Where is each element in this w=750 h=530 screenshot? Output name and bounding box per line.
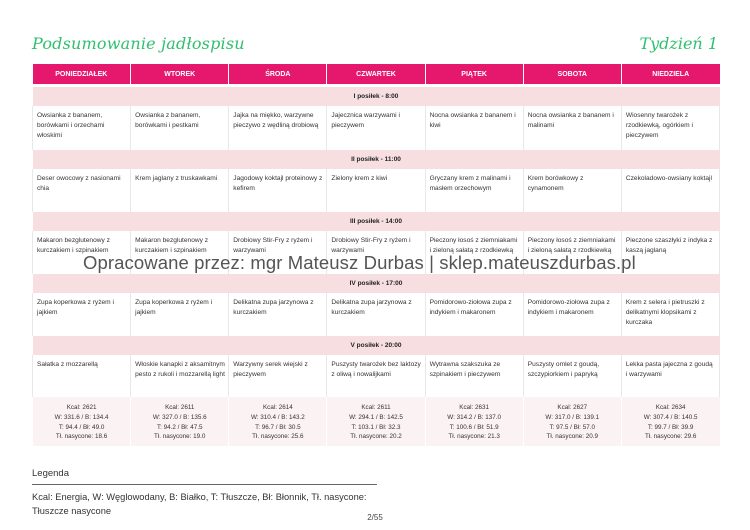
meal-cell: Nocna owsianka z bananem i malinami (523, 106, 621, 150)
meal-cell: Lekka pasta jajeczna z goudą i warzywami (621, 355, 719, 397)
meal-cell: Deser owocowy z nasionami chia (33, 169, 131, 212)
meal-cell: Pomidorowo-ziołowa zupa z indykiem i makaronem (425, 293, 523, 336)
nutrition-row (33, 397, 720, 446)
nutrition-cell: Kcal: 2614 W: 310.4 / B: 143.2 T: 96.7 / Bł: 30.5 Tł. nasycone: 25.6 (229, 397, 327, 446)
watermark-text: Opracowane przez: mgr Mateusz Durbas | sklep.mateuszdurbas.pl (83, 252, 636, 273)
meal-cell: Gryczany krem z malinami i masłem orzechowym (425, 169, 523, 212)
meal-cell: Zielony krem z kiwi (327, 169, 425, 212)
meal-cell: Pieczone szaszłyki z indyka z kaszą jaglaną (621, 231, 719, 274)
meal-cell: Warzywny serek wiejski z pieczywem (229, 355, 327, 397)
day-header-sunday: NIEDZIELA (621, 64, 719, 84)
meal-items-row (33, 355, 720, 397)
meal-cell: Zupa koperkowa z ryżem i jajkiem (33, 293, 131, 336)
meal-items-row (33, 106, 720, 150)
meal-items-row (33, 293, 720, 336)
nutrition-cell: Kcal: 2634 W: 307.4 / B: 140.5 T: 99.7 / Bł: 39.9 Tł. nasycone: 29.6 (621, 397, 719, 446)
meal-cell: Włoskie kanapki z aksamitnym pesto z rukoli i mozzarellą light (131, 355, 229, 397)
nutrition-cell: Kcal: 2631 W: 314.2 / B: 137.0 T: 100.6 / Bł: 51.9 Tł. nasycone: 21.3 (425, 397, 523, 446)
day-header-tuesday: WTOREK (131, 64, 229, 84)
meal-name: I posiłek - 8:00 (33, 87, 720, 106)
meal-cell: Wytrawna szakszuka ze szpinakiem i pieczywem (425, 355, 523, 397)
meal-cell: Jajecznica warzywami i pieczywem (327, 106, 425, 150)
meal-cell: Pomidorowo-ziołowa zupa z indykiem i makaronem (523, 293, 621, 336)
page-title: Podsumowanie jadłospisu (32, 34, 245, 53)
nutrition-cell: Kcal: 2621 W: 331.6 / B: 134.4 T: 94.4 / Bł: 49.0 Tł. nasycone: 18.6 (33, 397, 131, 446)
meal-cell: Drobiowy Stir-Fry z ryżem i warzywami (229, 231, 327, 274)
meal-cell: Makaron bezglutenowy z kurczakiem i szpinakiem (33, 231, 131, 274)
legend-divider (32, 484, 377, 485)
meal-cell: Pieczony łosoś z ziemniakami i zieloną sałatą z rzodkiewką (523, 231, 621, 274)
meal-items-row (33, 231, 720, 274)
meal-header-row (33, 150, 720, 169)
meal-header-row (33, 336, 720, 355)
meal-cell: Krem jaglany z truskawkami (131, 169, 229, 212)
page-number: 2/55 (367, 513, 383, 522)
day-header-wednesday: ŚRODA (229, 64, 327, 84)
meal-header-row (33, 212, 720, 231)
day-header-saturday: SOBOTA (523, 64, 621, 84)
legend-title: Legenda (32, 468, 69, 479)
week-label: Tydzień 1 (639, 34, 718, 53)
legend-text: Kcal: Energia, W: Węglowodany, B: Białko, T: Tłuszcze, Bł: Błonnik, Tł. nasycone: Tłuszcze nasycone (32, 492, 367, 516)
meal-cell: Czekoladowo-owsiany koktajl (621, 169, 719, 212)
meal-cell: Krem z selera i pietruszki z delikatnymi klopsikami z kurczaka (621, 293, 719, 336)
day-header-friday: PIĄTEK (425, 64, 523, 84)
meal-name: V posiłek - 20:00 (33, 336, 720, 355)
day-header-monday: PONIEDZIAŁEK (33, 64, 131, 84)
meal-cell: Zupa koperkowa z ryżem i jajkiem (131, 293, 229, 336)
meal-cell: Puszysty omlet z goudą, szczypiorkiem i papryką (523, 355, 621, 397)
meal-name: III posiłek - 14:00 (33, 212, 720, 231)
meal-plan-table (32, 64, 720, 446)
meal-cell: Jajka na miękko, warzywne pieczywo z wędliną drobiową (229, 106, 327, 150)
nutrition-cell: Kcal: 2611 W: 294.1 / B: 142.5 T: 103.1 / Bł: 32.3 Tł. nasycone: 20.2 (327, 397, 425, 446)
meal-cell: Delikatna zupa jarzynowa z kurczakiem (229, 293, 327, 336)
nutrition-cell: Kcal: 2627 W: 317.0 / B: 139.1 T: 97.5 / Bł: 57.0 Tł. nasycone: 20.9 (523, 397, 621, 446)
meal-cell: Puszysty twarożek bez laktozy z oliwą i nowalijkami (327, 355, 425, 397)
meal-cell: Delikatna zupa jarzynowa z kurczakiem (327, 293, 425, 336)
meal-cell: Pieczony łosoś z ziemniakami i zieloną sałatą z rzodkiewką (425, 231, 523, 274)
meal-cell: Nocna owsianka z bananem i kiwi (425, 106, 523, 150)
meal-cell: Sałatka z mozzarellą (33, 355, 131, 397)
days-header-row (33, 64, 720, 84)
meal-cell: Owsianka z bananem, borówkami i orzechami włoskimi (33, 106, 131, 150)
day-header-thursday: CZWARTEK (327, 64, 425, 84)
meal-cell: Wiosenny twarożek z rzodkiewką, ogórkiem i pieczywem (621, 106, 719, 150)
meal-items-row (33, 169, 720, 212)
meal-cell: Krem borówkowy z cynamonem (523, 169, 621, 212)
nutrition-cell: Kcal: 2611 W: 327.0 / B: 135.6 T: 94.2 / Bł: 47.5 Tł. nasycone: 19.0 (131, 397, 229, 446)
meal-header-row (33, 274, 720, 293)
meal-cell: Makaron bezglutenowy z kurczakiem i szpinakiem (131, 231, 229, 274)
meal-name: IV posiłek - 17:00 (33, 274, 720, 293)
meal-name: II posiłek - 11:00 (33, 150, 720, 169)
meal-cell: Jagodowy koktajl proteinowy z kefirem (229, 169, 327, 212)
meal-cell: Drobiowy Stir-Fry z ryżem i warzywami (327, 231, 425, 274)
meal-header-row (33, 87, 720, 106)
meal-cell: Owsianka z bananem, borówkami i pestkami (131, 106, 229, 150)
